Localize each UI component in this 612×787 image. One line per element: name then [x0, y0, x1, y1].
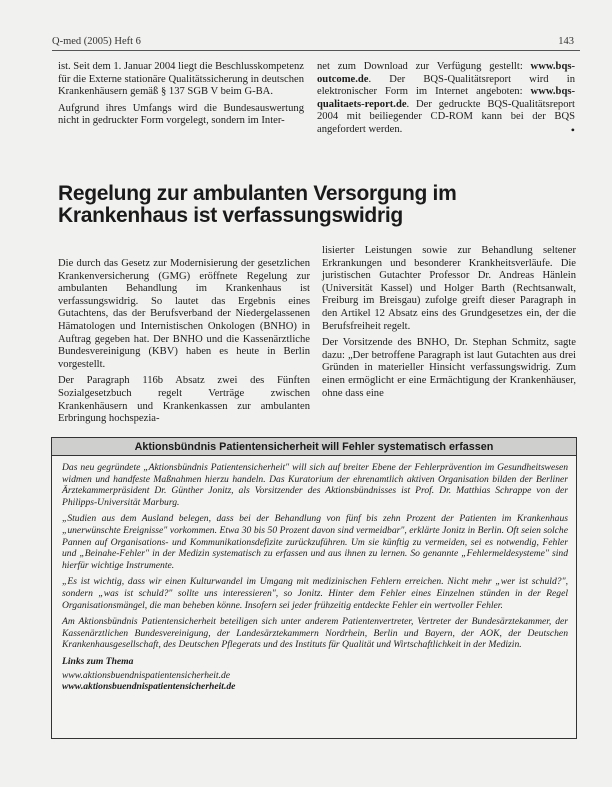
top-left-paragraph-2: Aufgrund ihres Umfangs wird die Bundesauswertung nicht in gedruckter Form vorgelegt, sondern im Inter-: [58, 102, 304, 127]
article-right-paragraph-1: lisierter Leistungen sowie zur Behandlung seltener Erkrankungen und besonderer Krankheitsverläufe. Die juristischen Gutachter Professor Dr. Andreas Hänlein (Universität Kassel) und Holger Barth (Rechtsanwalt, Freiburg im Breisgau) zufolge greift dieser Paragraph in den Artikel 12 Absatz eins des Grundgesetzes ein, der die Berufsfreiheit regelt.: [322, 245, 576, 332]
article-left-paragraph-1: Die durch das Gesetz zur Modernisierung der gesetzlichen Krankenversicherung (GMG) eröffnete Regelung zur ambulanten Behandlung im Krankenhaus ist verfassungswidrig. So lautet das Ergebnis eines Gutachtens, das der Berufsverband der Niedergelassenen Hämatologen und Internistischen Onkologen (BNHO) in Auftrag gegeben hat. Der BNHO und die Kassenärztliche Bundesvereinigung (KBV) haben es heute in Berlin vorgestellt.: [58, 258, 310, 370]
info-box: [51, 437, 577, 739]
bqs-report-link[interactable]: www.bqs-qualitaets-report.de: [317, 86, 575, 110]
link-aktionsbuendnis-1[interactable]: www.aktionsbuendnispatientensicherheit.de: [62, 669, 231, 681]
info-box-paragraph-3: „Es ist wichtig, dass wir einen Kulturwandel im Umgang mit medizinischen Fehlern erreichen. Nicht mehr „wer ist schuld?", sondern „was ist schuld?" sollte uns interessieren", so Jonitz. Hinter dem Fehler eines Einzelnen stünden in der Regel Organisationsmängel, die man beheben könne. Insofern sei jeder frühzeitig entdeckte Fehler ein wertvoller Fehler.: [62, 576, 568, 611]
link-aktionsbuendnis-2[interactable]: www.aktionsbuendnispatientensicherheit.de: [62, 681, 236, 693]
header-rule: [52, 50, 580, 51]
article-right-column: [322, 245, 576, 400]
info-box-paragraph-1: Das neu gegründete „Aktionsbündnis Patientensicherheit" will sich auf breiter Ebene der Fehlerprävention im Gesundheitswesen widmen und handfeste Maßnahmen hierzu handeln. Das Kuratorium der ehrenamtlich aktiven Organisation bilden der Berliner Ärztekammerpräsident Dr. Günther Jonitz, als Vorsitzender des Aktionsbündnisses ist Prof. Dr. Matthias Schrappe von der Philipps-Universität Marburg.: [62, 462, 568, 508]
journal-name: Q-med (2005) Heft 6: [52, 36, 141, 47]
page-number: 143: [558, 36, 574, 47]
top-left-column: [58, 61, 304, 128]
report-text: . Der BQS-Qualitätsreport wird in elektronischer Form im Internet angeboten:: [317, 73, 575, 98]
article-left-column: [58, 258, 310, 426]
links-heading: Links zum Thema: [62, 655, 134, 667]
order-text: . Der gedruckte BQS-Qualitätsreport 2004 mit beiliegender CD-ROM kann bei der BQS angefordert werden.: [317, 98, 575, 135]
download-text: net zum Download zur Verfügung gestellt:: [317, 61, 531, 72]
info-box-heading: Aktionsbündnis Patientensicherheit will Fehler systematisch erfassen: [52, 438, 576, 456]
info-box-paragraph-2: „Studien aus dem Ausland belegen, dass bei der Behandlung von fünf bis zehn Prozent der Patienten im Krankenhaus „unerwünschte Ereignisse" vorkommen. Etwa 30 bis 50 Prozent davon sind vermeidbar", erklärte Jonitz in Berlin. Oft seien solche Pannen auf Organisations- und Kommunikationsdefizite zurückzuführen. Um sie künftig zu vermeiden, sei es notwendig, Fehler und „Beinahe-Fehler" in der Medizin systematisch zu erfassen und aus ihnen zu lernen. So genannte „Fehlermeldesysteme" sind hierfür wichtige Instrumente.: [62, 513, 568, 571]
top-right-column: [317, 61, 575, 137]
info-box-paragraph-4: Am Aktionsbündnis Patientensicherheit beteiligen sich unter anderem Patientenvertreter, Vertreter der Bundesärztekammer, der Kassenärztlichen Bundesvereinigung, der Landesärztekammern Nordrhein, Berlin und Bayern, der AOK, der Deutschen Krankenhausgesellschaft, des Deutschen Pflegerats und des Instituts für Qualität und Wirtschaftlichkeit in der Medizin.: [62, 616, 568, 651]
end-mark: •: [570, 122, 575, 137]
top-right-paragraph: [317, 61, 575, 137]
info-box-body: [62, 462, 568, 693]
article-right-paragraph-2: Der Vorsitzende des BNHO, Dr. Stephan Schmitz, sagte dazu: „Der betroffene Paragraph ist laut Gutachten aus drei Gründen in materieller Hinsicht verfassungswidrig. Zum einen ermöglicht er eine Ermächtigung der Krankenhäuser, ohne dass eine: [322, 337, 576, 399]
bqs-outcome-link[interactable]: www.bqs-outcome.de: [317, 61, 575, 85]
article-left-paragraph-2: Der Paragraph 116b Absatz zwei des Fünften Sozialgesetzbuch regelt Verträge zwischen Krankenhäusern und Krankenkassen zur ambulanten Erbringung hochspezia-: [58, 375, 310, 425]
top-left-paragraph-1: ist. Seit dem 1. Januar 2004 liegt die Beschlusskompetenz für die Externe stationäre Qualitätssicherung in deutschen Krankenhäusern gemäß § 137 SGB V beim G-BA.: [58, 61, 304, 98]
article-title: Regelung zur ambulanten Versorgung im Krankenhaus ist verfassungswidrig: [58, 182, 457, 227]
